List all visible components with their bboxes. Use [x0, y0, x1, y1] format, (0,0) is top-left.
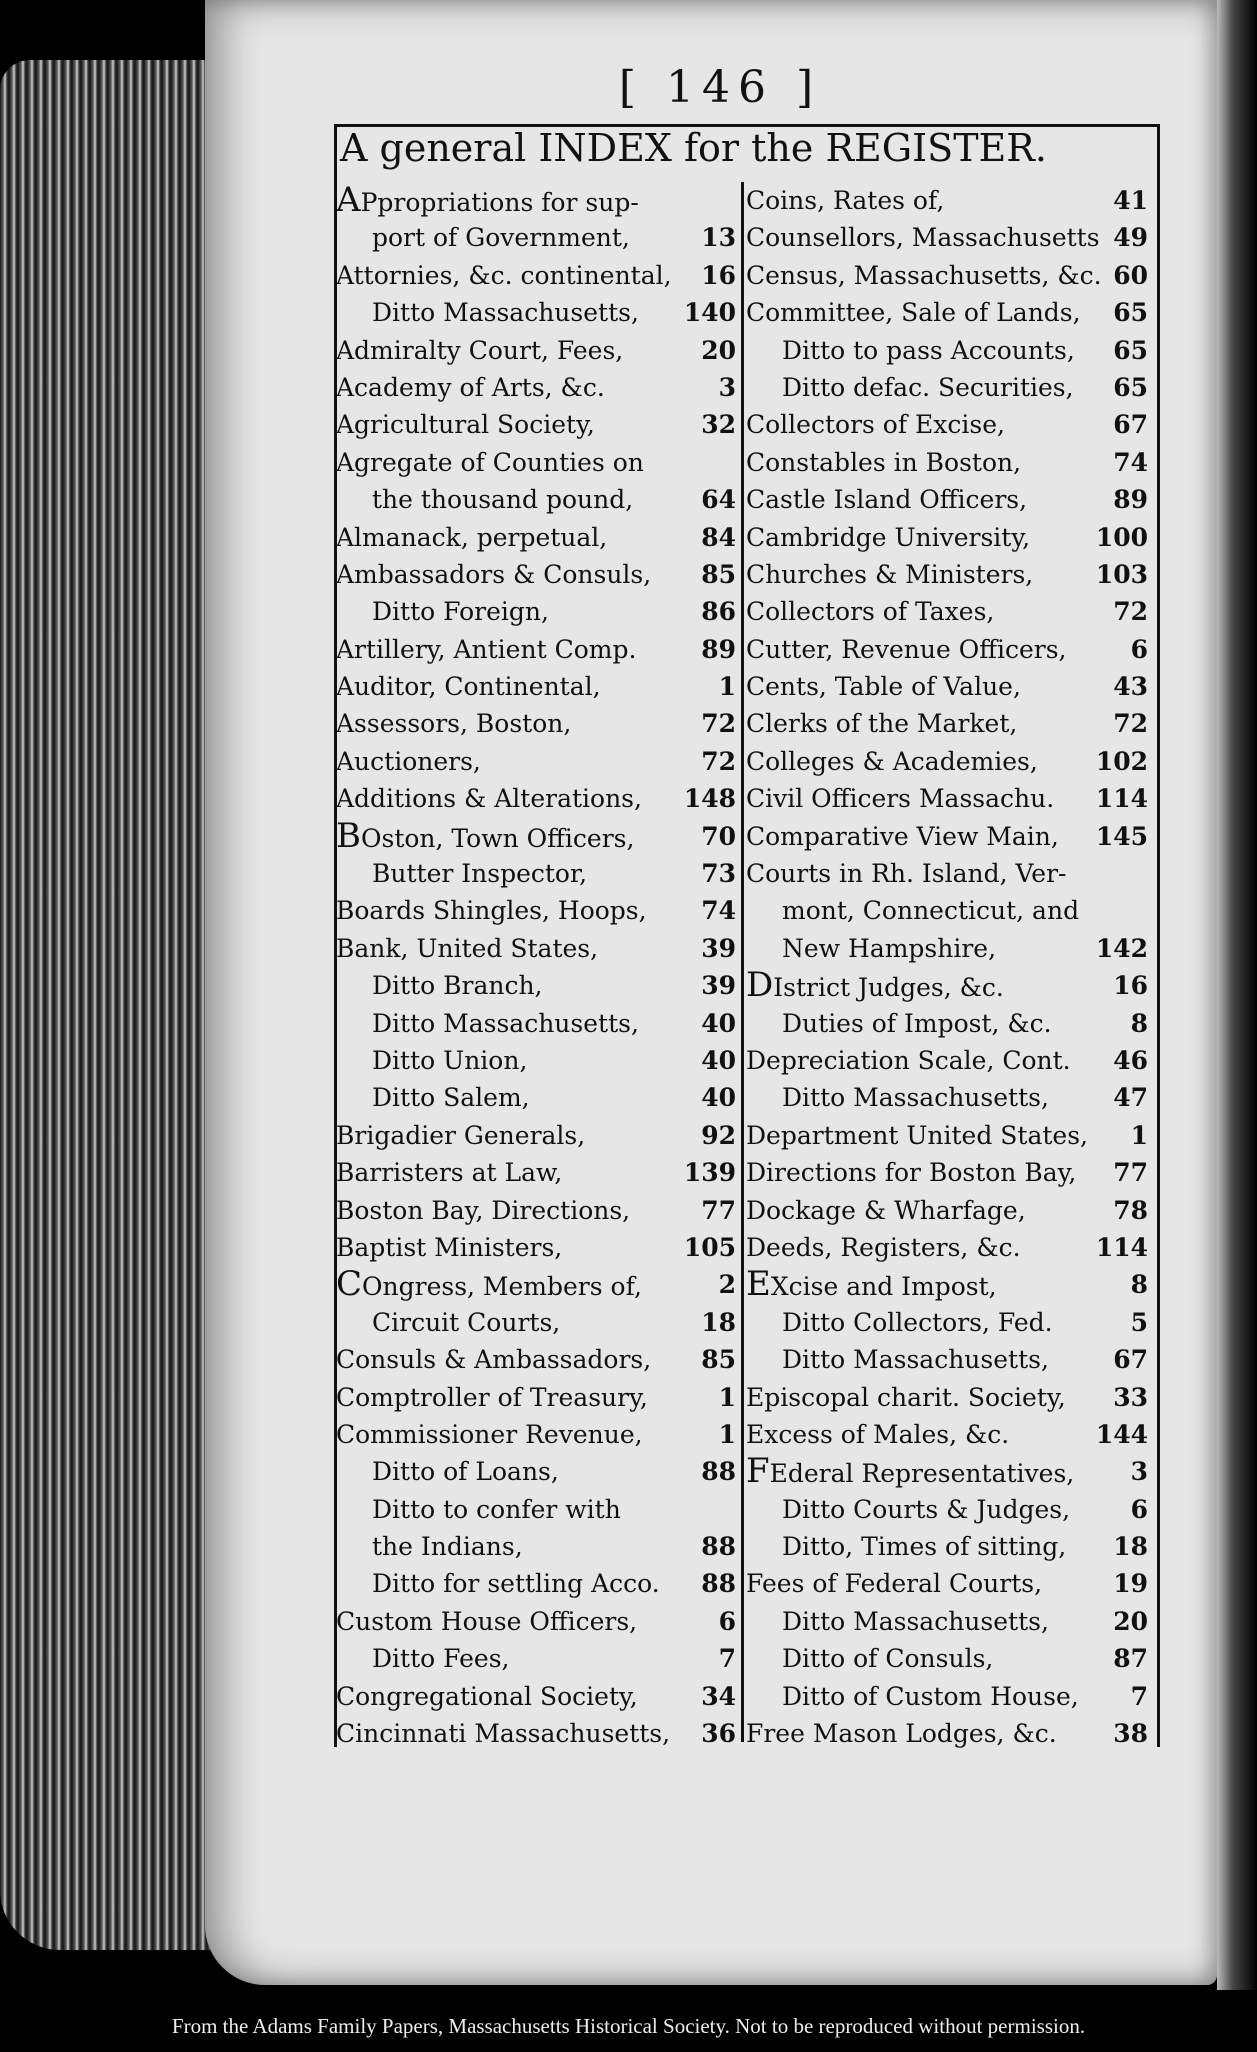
- index-entry: [746, 1117, 1152, 1154]
- index-entry: [746, 1640, 1152, 1677]
- book-page-edges: [0, 60, 210, 1950]
- index-entry: [336, 369, 740, 406]
- index-entry: [746, 593, 1152, 630]
- index-entry-text: Census, Massachusetts, &c.: [746, 260, 1102, 290]
- index-entry-page: 13: [701, 223, 736, 253]
- index-entry-text: Ditto of Custom House,: [782, 1681, 1079, 1711]
- index-entry-text: Boards Shingles, Hoops,: [336, 896, 647, 926]
- index-entry-page: 65: [1113, 335, 1148, 365]
- index-entry-page: 18: [1113, 1532, 1148, 1562]
- index-entry-text: Cambridge University,: [746, 522, 1031, 552]
- index-entry: [336, 1042, 740, 1079]
- index-entry: [336, 930, 740, 967]
- index-entry: [746, 705, 1152, 742]
- index-entry-text: Ditto Salem,: [372, 1083, 530, 1113]
- index-entry-page: 8: [1130, 1008, 1148, 1038]
- index-entry-page: 105: [683, 1232, 736, 1262]
- index-entry-page: 7: [1130, 1681, 1148, 1711]
- index-entry-page: 78: [1113, 1195, 1148, 1225]
- index-entry-page: 49: [1113, 223, 1148, 253]
- index-entry: [336, 1005, 740, 1042]
- index-entry-page: 1: [718, 672, 736, 702]
- index-entry: [336, 1678, 740, 1715]
- index-entry-page: 6: [1130, 1494, 1148, 1524]
- index-entry: [336, 1565, 740, 1602]
- index-entry: [746, 481, 1152, 518]
- page-number: [ 146 ]: [618, 62, 822, 113]
- index-entry-text: Ditto Massachusetts,: [782, 1083, 1049, 1113]
- index-entry-page: 144: [1095, 1419, 1148, 1449]
- index-entry: [336, 1079, 740, 1116]
- index-entry-text: Ditto Foreign,: [372, 597, 549, 627]
- index-entry-text: EXcise and Impost,: [746, 1266, 997, 1304]
- index-entry-page: 32: [701, 410, 736, 440]
- index-entry: [336, 219, 740, 256]
- index-right-column: [746, 182, 1152, 1749]
- index-entry: [336, 406, 740, 443]
- index-entry: [336, 705, 740, 742]
- index-entry: [336, 1603, 740, 1640]
- index-entry: [336, 593, 740, 630]
- index-entry: [746, 967, 1152, 1004]
- index-entry-page: 86: [701, 597, 736, 627]
- index-entry: [746, 1453, 1152, 1490]
- index-entry: [746, 1266, 1152, 1303]
- index-entry-text: Ditto Massachusetts,: [782, 1606, 1049, 1636]
- index-entry-page: 73: [701, 859, 736, 889]
- index-entry-page: 145: [1095, 821, 1148, 851]
- index-left-column: [336, 182, 740, 1749]
- index-entry-page: 103: [1095, 559, 1148, 589]
- index-entry-page: 38: [1113, 1719, 1148, 1749]
- index-entry: [336, 556, 740, 593]
- index-entry-page: 2: [718, 1270, 736, 1300]
- index-entry-page: 34: [701, 1681, 736, 1711]
- index-entry-page: 70: [701, 821, 736, 851]
- index-entry: [746, 1678, 1152, 1715]
- index-entry-page: 148: [683, 784, 736, 814]
- index-entry-page: 84: [701, 522, 736, 552]
- index-entry-text: Ditto Branch,: [372, 971, 543, 1001]
- index-entry-text: Consuls & Ambassadors,: [336, 1345, 652, 1375]
- index-entry-text: Ditto Courts & Judges,: [782, 1494, 1071, 1524]
- index-entry-page: 8: [1130, 1270, 1148, 1300]
- index-entry-page: 77: [1113, 1158, 1148, 1188]
- index-entry-text: Brigadier Generals,: [336, 1120, 586, 1150]
- index-entry: [336, 1229, 740, 1266]
- index-entry-page: 3: [718, 372, 736, 402]
- index-entry: [336, 444, 740, 481]
- index-entry-page: 18: [701, 1307, 736, 1337]
- index-entry-page: 140: [683, 298, 736, 328]
- index-entry: [336, 743, 740, 780]
- index-entry-text: Clerks of the Market,: [746, 709, 1018, 739]
- index-entry-text: Free Mason Lodges, &c.: [746, 1719, 1057, 1749]
- index-entry: [746, 257, 1152, 294]
- index-entry-page: 102: [1095, 746, 1148, 776]
- index-entry-text: port of Government,: [372, 223, 630, 253]
- index-entry-page: 40: [701, 1083, 736, 1113]
- index-entry-text: Directions for Boston Bay,: [746, 1158, 1077, 1188]
- index-entry: [336, 332, 740, 369]
- index-entry-text: Commissioner Revenue,: [336, 1419, 643, 1449]
- index-entry-page: 16: [701, 260, 736, 290]
- index-entry-text: Cents, Table of Value,: [746, 672, 1021, 702]
- index-entry-text: Additions & Alterations,: [336, 784, 642, 814]
- index-entry: [336, 668, 740, 705]
- index-entry-text: Duties of Impost, &c.: [782, 1008, 1052, 1038]
- index-entry-text: Cincinnati Massachusetts,: [336, 1719, 671, 1749]
- index-entry: [746, 930, 1152, 967]
- index-entry: [336, 481, 740, 518]
- index-entry-page: 72: [701, 709, 736, 739]
- index-entry: [746, 1192, 1152, 1229]
- index-entry: [336, 1154, 740, 1191]
- index-entry-page: 89: [701, 634, 736, 664]
- index-entry-page: 88: [701, 1569, 736, 1599]
- index-entry: [746, 332, 1152, 369]
- index-entry-page: 88: [701, 1532, 736, 1562]
- index-entry-page: 1: [718, 1419, 736, 1449]
- index-entry-text: Committee, Sale of Lands,: [746, 298, 1081, 328]
- index-entry-text: Depreciation Scale, Cont.: [746, 1045, 1071, 1075]
- index-entry-text: Ditto defac. Securities,: [782, 372, 1074, 402]
- index-entry: [746, 294, 1152, 331]
- index-entry: [336, 818, 740, 855]
- index-entry-text: Congregational Society,: [336, 1681, 638, 1711]
- index-entry-page: 87: [1113, 1644, 1148, 1674]
- index-entry: [336, 1341, 740, 1378]
- index-entry: [746, 556, 1152, 593]
- column-divider: [741, 182, 744, 1742]
- index-entry: [746, 1341, 1152, 1378]
- index-entry: [336, 1715, 740, 1752]
- index-entry-text: Dockage & Wharfage,: [746, 1195, 1026, 1225]
- index-entry-page: 16: [1113, 971, 1148, 1001]
- index-entry-page: 6: [718, 1606, 736, 1636]
- index-entry: [746, 1416, 1152, 1453]
- index-entry-text: APpropriations for sup-: [336, 182, 639, 220]
- index-entry-page: 33: [1113, 1382, 1148, 1412]
- index-entry-page: 72: [1113, 597, 1148, 627]
- index-entry: [336, 1266, 740, 1303]
- index-entry-page: 88: [701, 1457, 736, 1487]
- index-entry-page: 43: [1113, 672, 1148, 702]
- index-entry-page: 72: [1113, 709, 1148, 739]
- index-entry: [746, 182, 1152, 219]
- index-entry-page: 100: [1095, 522, 1148, 552]
- index-entry: [336, 182, 740, 219]
- index-entry-text: Baptist Ministers,: [336, 1232, 563, 1262]
- index-entry: [336, 1491, 740, 1528]
- index-entry: [746, 369, 1152, 406]
- index-entry: [746, 892, 1152, 929]
- index-entry-text: New Hampshire,: [782, 933, 997, 963]
- index-entry-page: 19: [1113, 1569, 1148, 1599]
- index-entry: [746, 1229, 1152, 1266]
- index-entry-page: 6: [1130, 634, 1148, 664]
- index-entry-text: Collectors of Taxes,: [746, 597, 995, 627]
- index-entry-text: Ditto to confer with: [372, 1494, 621, 1524]
- index-entry-text: FEderal Representatives,: [746, 1453, 1075, 1491]
- index-entry: [336, 1192, 740, 1229]
- index-entry-page: 20: [1113, 1606, 1148, 1636]
- index-entry: [746, 818, 1152, 855]
- index-entry-text: Ambassadors & Consuls,: [336, 559, 652, 589]
- index-entry: [336, 780, 740, 817]
- index-entry: [746, 780, 1152, 817]
- index-entry-text: Fees of Federal Courts,: [746, 1569, 1043, 1599]
- index-entry-text: Ditto of Loans,: [372, 1457, 559, 1487]
- index-entry: [746, 1304, 1152, 1341]
- index-entry: [746, 219, 1152, 256]
- index-entry: [746, 668, 1152, 705]
- index-entry: [746, 1005, 1152, 1042]
- index-entry-page: 74: [1113, 447, 1148, 477]
- index-entry-page: 20: [701, 335, 736, 365]
- index-entry-text: BOston, Town Officers,: [336, 817, 635, 856]
- index-entry-page: 47: [1113, 1083, 1148, 1113]
- index-entry: [336, 257, 740, 294]
- index-entry-text: Auditor, Continental,: [336, 672, 601, 702]
- index-entry-text: Ditto Massachusetts,: [372, 1008, 639, 1038]
- index-entry-text: Ditto Massachusetts,: [782, 1345, 1049, 1375]
- index-entry: [746, 1715, 1152, 1752]
- index-entry-text: Boston Bay, Directions,: [336, 1195, 631, 1225]
- index-entry-text: Excess of Males, &c.: [746, 1419, 1010, 1449]
- index-entry: [336, 855, 740, 892]
- index-entry-text: Comptroller of Treasury,: [336, 1382, 648, 1412]
- index-entry-page: 7: [718, 1644, 736, 1674]
- index-entry-text: Episcopal charit. Society,: [746, 1382, 1066, 1412]
- index-entry-page: 46: [1113, 1045, 1148, 1075]
- index-entry-text: Ditto for settling Acco.: [372, 1569, 660, 1599]
- index-entry: [746, 1154, 1152, 1191]
- index-entry-page: 92: [701, 1120, 736, 1150]
- index-entry-text: mont, Connecticut, and: [782, 896, 1080, 926]
- index-entry: [746, 855, 1152, 892]
- index-entry-page: 65: [1113, 372, 1148, 402]
- index-entry-text: Collectors of Excise,: [746, 410, 1005, 440]
- index-entry-text: Ditto, Times of sitting,: [782, 1532, 1067, 1562]
- index-entry: [336, 1304, 740, 1341]
- index-entry-text: Constables in Boston,: [746, 447, 1022, 477]
- index-entry-page: 64: [701, 485, 736, 515]
- index-entry: [746, 631, 1152, 668]
- index-entry: [336, 1453, 740, 1490]
- index-entry-text: Agregate of Counties on: [336, 447, 644, 477]
- index-entry-text: COngress, Members of,: [336, 1266, 642, 1304]
- index-entry-page: 41: [1113, 186, 1148, 215]
- index-entry-text: Butter Inspector,: [372, 859, 588, 889]
- index-entry: [336, 1416, 740, 1453]
- index-entry-text: Attornies, &c. continental,: [336, 260, 672, 290]
- index-entry: [746, 1603, 1152, 1640]
- index-entry-text: Barristers at Law,: [336, 1158, 563, 1188]
- index-entry-page: 142: [1095, 933, 1148, 963]
- index-entry-page: 39: [701, 933, 736, 963]
- index-entry-text: Coins, Rates of,: [746, 186, 945, 215]
- index-entry-text: Counsellors, Massachusetts: [746, 223, 1100, 253]
- index-entry-page: 85: [701, 559, 736, 589]
- index-entry: [336, 519, 740, 556]
- index-entry-text: Department United States,: [746, 1120, 1088, 1150]
- index-entry-page: 40: [701, 1008, 736, 1038]
- index-entry: [746, 1565, 1152, 1602]
- index-entry: [336, 631, 740, 668]
- index-entry-page: 67: [1113, 410, 1148, 440]
- index-entry-text: Artillery, Antient Comp.: [336, 634, 637, 664]
- index-entry-text: Civil Officers Massachu.: [746, 784, 1055, 814]
- index-entry-text: the Indians,: [372, 1532, 523, 1562]
- index-entry-text: Admiralty Court, Fees,: [336, 335, 624, 365]
- index-entry-text: Auctioners,: [336, 746, 481, 776]
- index-entry: [336, 1379, 740, 1416]
- index-entry-text: the thousand pound,: [372, 485, 634, 515]
- index-entry: [746, 406, 1152, 443]
- index-entry-text: Almanack, perpetual,: [336, 522, 608, 552]
- index-entry-page: 5: [1130, 1307, 1148, 1337]
- index-entry-text: Custom House Officers,: [336, 1606, 638, 1636]
- index-entry: [336, 1528, 740, 1565]
- index-entry-page: 74: [701, 896, 736, 926]
- index-entry-page: 3: [1130, 1457, 1148, 1487]
- index-entry-page: 114: [1095, 784, 1148, 814]
- index-entry-text: Ditto Collectors, Fed.: [782, 1307, 1053, 1337]
- archive-credit: From the Adams Family Papers, Massachusetts Historical Society. Not to be reproduced without permission.: [171, 2014, 1086, 2038]
- index-entry-page: 77: [701, 1195, 736, 1225]
- index-entry-text: Academy of Arts, &c.: [336, 372, 605, 402]
- index-entry-page: 40: [701, 1045, 736, 1075]
- index-entry: [336, 294, 740, 331]
- index-entry: [746, 1079, 1152, 1116]
- index-entry: [746, 1528, 1152, 1565]
- index-entry-page: 39: [701, 971, 736, 1001]
- index-entry: [336, 967, 740, 1004]
- index-entry-page: 1: [1130, 1120, 1148, 1150]
- index-entry: [746, 1491, 1152, 1528]
- index-entry-page: 60: [1113, 260, 1148, 290]
- index-entry: [336, 892, 740, 929]
- index-entry-text: Assessors, Boston,: [336, 709, 572, 739]
- index-entry: [746, 1042, 1152, 1079]
- index-entry: [336, 1640, 740, 1677]
- index-entry-text: Courts in Rh. Island, Ver-: [746, 859, 1067, 889]
- index-entry-text: Bank, United States,: [336, 933, 599, 963]
- index-entry-page: 36: [701, 1719, 736, 1749]
- index-entry-text: Churches & Ministers,: [746, 559, 1034, 589]
- index-entry-page: 85: [701, 1345, 736, 1375]
- index-entry-text: Ditto of Consuls,: [782, 1644, 994, 1674]
- index-entry-page: 72: [701, 746, 736, 776]
- index-entry-page: 67: [1113, 1345, 1148, 1375]
- index-title: A general INDEX for the REGISTER.: [340, 126, 1047, 170]
- book-spine-edge: [1217, 0, 1257, 1990]
- index-entry-text: Circuit Courts,: [372, 1307, 561, 1337]
- index-entry-text: Ditto Fees,: [372, 1644, 510, 1674]
- index-entry-text: Cutter, Revenue Officers,: [746, 634, 1067, 664]
- index-entry-text: Comparative View Main,: [746, 821, 1059, 851]
- index-entry: [746, 1379, 1152, 1416]
- index-entry: [336, 1117, 740, 1154]
- index-entry-text: Ditto Massachusetts,: [372, 298, 639, 328]
- index-entry: [746, 519, 1152, 556]
- index-entry-text: Castle Island Officers,: [746, 485, 1028, 515]
- index-entry-page: 114: [1095, 1232, 1148, 1262]
- index-entry-text: Ditto Union,: [372, 1045, 528, 1075]
- index-entry-page: 139: [683, 1158, 736, 1188]
- index-entry: [746, 743, 1152, 780]
- index-entry: [746, 444, 1152, 481]
- index-entry-page: 65: [1113, 298, 1148, 328]
- index-entry-page: 89: [1113, 485, 1148, 515]
- index-entry-text: Ditto to pass Accounts,: [782, 335, 1075, 365]
- index-entry-text: DIstrict Judges, &c.: [746, 967, 1004, 1005]
- index-entry-text: Agricultural Society,: [336, 410, 595, 440]
- index-entry-text: Deeds, Registers, &c.: [746, 1232, 1021, 1262]
- index-entry-text: Colleges & Academies,: [746, 746, 1038, 776]
- index-entry-page: 1: [718, 1382, 736, 1412]
